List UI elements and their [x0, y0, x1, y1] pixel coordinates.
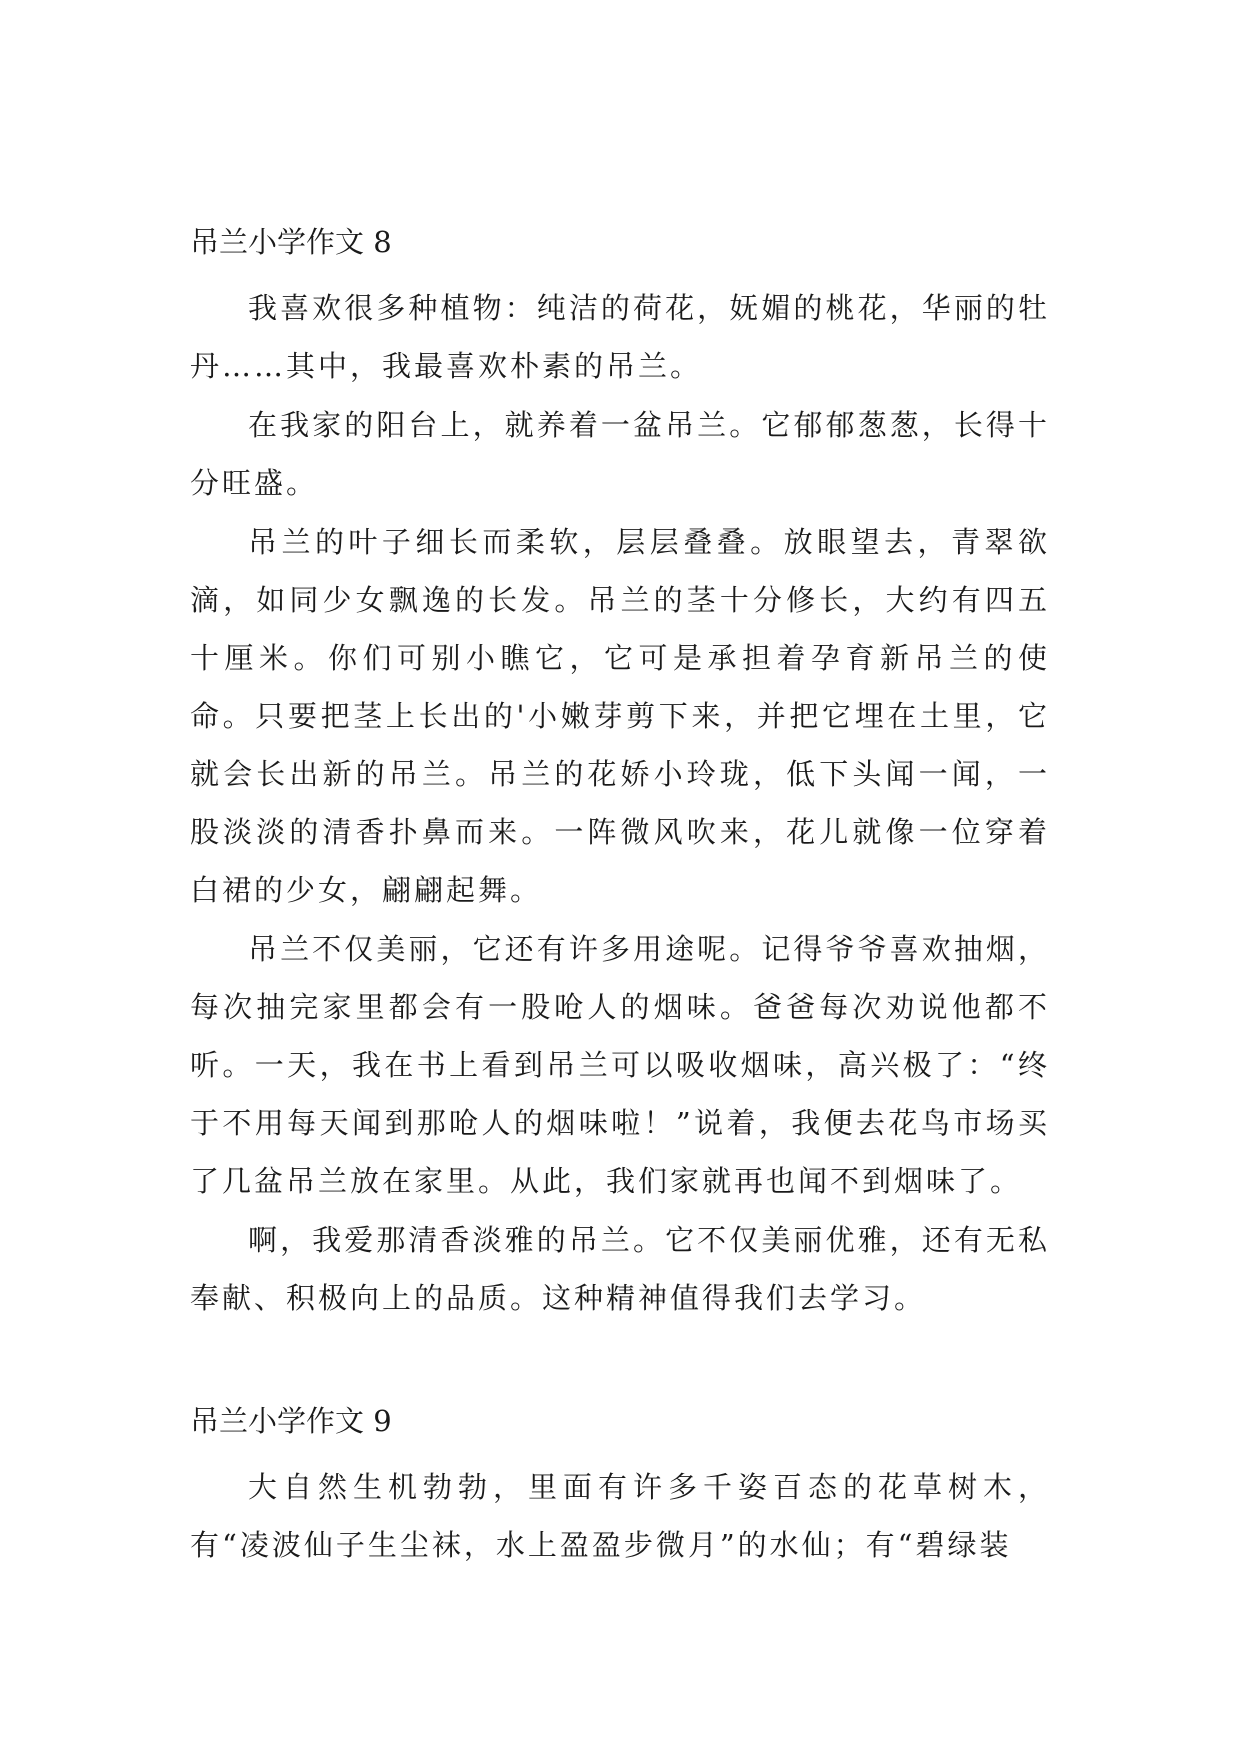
document-body	[190, 222, 1050, 1575]
essay-section-8	[190, 222, 1050, 1327]
essay-paragraph: 我喜欢很多种植物：纯洁的荷花，妩媚的桃花，华丽的牡丹……其中，我最喜欢朴素的吊兰。	[190, 291, 1050, 383]
essay-paragraph: 吊兰不仅美丽，它还有许多用途呢。记得爷爷喜欢抽烟，每次抽完家里都会有一股呛人的烟味。爸爸每次劝说他都不听。一天，我在书上看到吊兰可以吸收烟味，高兴极了：“终于不用每天闻到那呛人的烟味啦！”说着，我便去花鸟市场买了几盆吊兰放在家里。从此，我们家就再也闻不到烟味了。	[190, 932, 1050, 1198]
essay-paragraph: 啊，我爱那清香淡雅的吊兰。它不仅美丽优雅，还有无私奉献、积极向上的品质。这种精神值得我们去学习。	[190, 1223, 1050, 1315]
essay-title: 吊兰小学作文 9	[190, 1404, 392, 1438]
essay-paragraph: 大自然生机勃勃，里面有许多千姿百态的花草树木，有“凌波仙子生尘袜，水上盈盈步微月”的水仙；有“碧绿装	[190, 1470, 1050, 1562]
essay-paragraph: 在我家的阳台上，就养着一盆吊兰。它郁郁葱葱，长得十分旺盛。	[190, 408, 1050, 500]
essay-paragraph: 吊兰的叶子细长而柔软，层层叠叠。放眼望去，青翠欲滴，如同少女飘逸的长发。吊兰的茎十分修长，大约有四五十厘米。你们可别小瞧它，它可是承担着孕育新吊兰的使命。只要把茎上长出的'小嫩芽剪下来，并把它埋在土里，它就会长出新的吊兰。吊兰的花娇小玲珑，低下头闻一闻，一股淡淡的清香扑鼻而来。一阵微风吹来，花儿就像一位穿着白裙的少女，翩翩起舞。	[190, 525, 1050, 907]
essay-title: 吊兰小学作文 8	[190, 225, 392, 259]
essay-section-9	[190, 1401, 1050, 1574]
